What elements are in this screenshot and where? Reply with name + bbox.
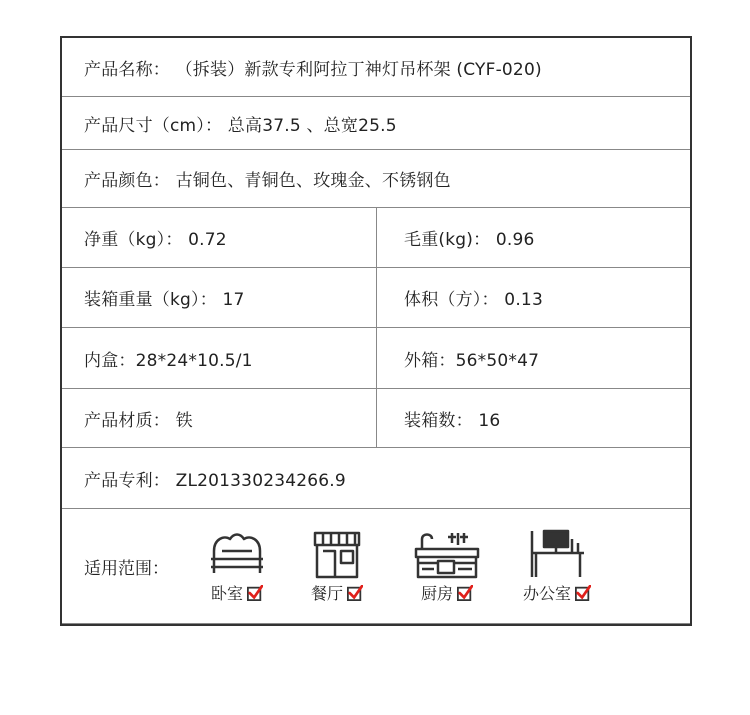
- row-product-size: [62, 97, 690, 150]
- usage-label-restaurant: 餐厅: [310, 584, 343, 603]
- checkbox-checked-icon: [247, 585, 263, 601]
- patent-text: 产品专利： ZL201330234266.9: [84, 470, 346, 491]
- volume-text: 体积（方）： 0.13: [404, 290, 543, 310]
- box-weight-text: 装箱重量（kg）： 17: [84, 290, 245, 310]
- row-product-color: [62, 150, 690, 208]
- checkbox-checked-icon: [347, 585, 363, 601]
- net-weight-text: 净重（kg）： 0.72: [84, 230, 227, 250]
- gross-weight-text: 毛重(kg)： 0.96: [404, 230, 535, 250]
- product-spec-table: [60, 36, 692, 626]
- product-name-text: 产品名称： （拆装）新款专利阿拉丁神灯吊杯架 (CYF-020): [84, 59, 542, 80]
- usage-item-restaurant: [292, 509, 382, 624]
- restaurant-icon: [311, 529, 363, 581]
- office-desk-icon: [528, 529, 586, 581]
- inner-box-text: 内盒：28*24*10.5/1: [84, 350, 253, 371]
- checkbox-checked-icon: [457, 585, 473, 601]
- usage-label: 适用范围：: [84, 558, 169, 579]
- row-patent: [62, 448, 690, 509]
- usage-item-office: [512, 509, 602, 624]
- row-product-name: [62, 38, 690, 97]
- checkbox-checked-icon: [575, 585, 591, 601]
- column-divider: [376, 208, 377, 448]
- usage-label-office: 办公室: [522, 584, 571, 603]
- outer-box-text: 外箱：56*50*47: [404, 350, 540, 371]
- usage-label-kitchen: 厨房: [420, 584, 453, 603]
- kitchen-icon: [414, 529, 480, 581]
- product-color-text: 产品颜色： 古铜色、青铜色、玫瑰金、不锈钢色: [84, 171, 451, 191]
- usage-label-bedroom: 卧室: [210, 584, 243, 603]
- usage-item-bedroom: [192, 509, 282, 624]
- material-text: 产品材质： 铁: [84, 410, 193, 431]
- row-usage: [62, 509, 690, 624]
- bed-icon: [208, 529, 266, 577]
- product-size-text: 产品尺寸（cm）： 总高37.5 、总宽25.5: [84, 115, 397, 136]
- usage-item-kitchen: [402, 509, 492, 624]
- box-qty-text: 装箱数： 16: [404, 410, 501, 431]
